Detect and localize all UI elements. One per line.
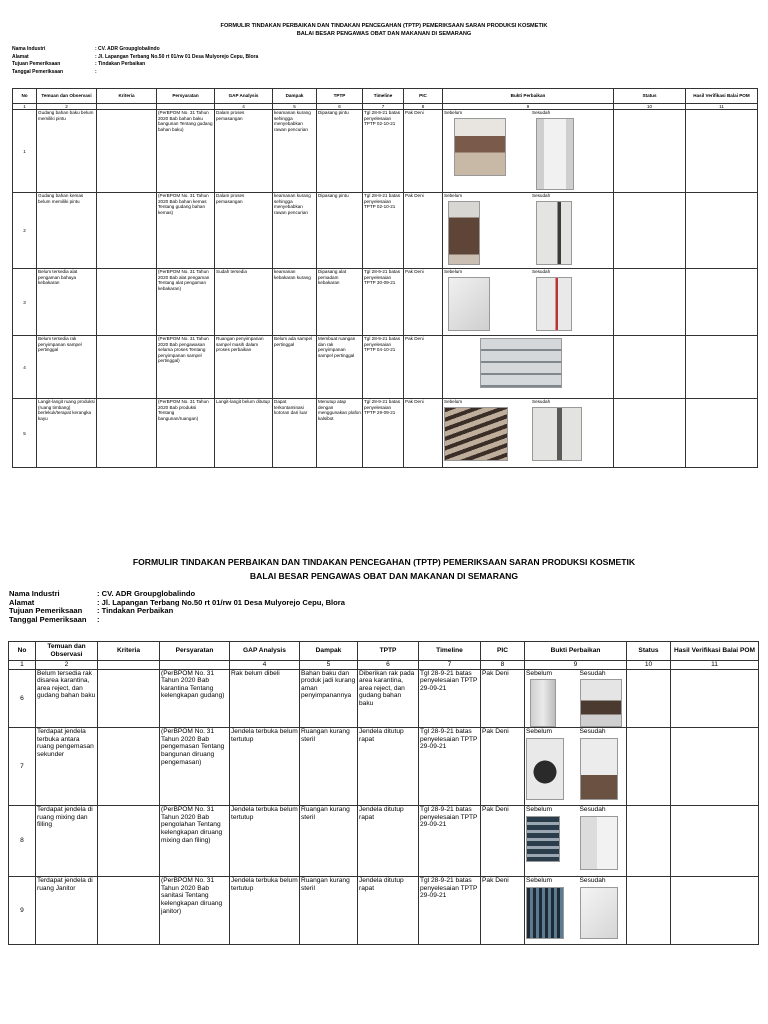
cell-bukti: [525, 669, 627, 728]
info-value: : Tindakan Perbaikan: [95, 61, 146, 67]
cell-timeline: Tgl 28-9-21 batas penyelesaian TPTP 02-10-21: [363, 110, 404, 193]
before-label: Sebelum: [444, 110, 463, 116]
column-number: [98, 661, 160, 670]
header-cell: TPTP: [317, 89, 363, 104]
info-label: Alamat: [12, 53, 29, 60]
before-photo: [526, 887, 564, 939]
cell-pic: Pak Deni: [404, 193, 443, 269]
evidence-before: [444, 399, 524, 460]
cell-persyaratan: (PerBPOM No. 31 Tahun 2020 Bab alat pengaman Tentang alat pengaman kebakaran): [157, 269, 215, 336]
cell-bukti: [443, 399, 614, 468]
cell-persyaratan: (PerBPOM No. 31 Tahun 2020 Bab produksi Tentang bangunan/ruangan): [157, 399, 215, 468]
column-number: 10: [627, 661, 671, 670]
after-photo: [580, 679, 622, 727]
table-row: [9, 877, 759, 945]
cell-kriteria: [97, 399, 157, 468]
after-photo: [580, 887, 618, 939]
after-photo: [532, 407, 582, 461]
table-row: [9, 806, 759, 877]
cell-bukti: [443, 110, 614, 193]
evidence-after: [532, 193, 612, 264]
before-label: Sebelum: [526, 669, 553, 677]
after-photo: [536, 201, 572, 265]
cell-persyaratan: (PerBPOM No. 31 Tahun 2020 Bab pengolahan Tentang kelengkapan diruang mixing dan filing): [160, 806, 230, 877]
before-label: Sebelum: [526, 877, 553, 885]
evidence-after: [532, 269, 612, 330]
header-cell: Hasil Verifikasi Balai POM: [686, 89, 758, 104]
cell-dampak: Ruangan kurang steril: [300, 728, 358, 806]
cell-bukti: [525, 806, 627, 877]
info-row: [12, 54, 258, 62]
title-line-1: FORMULIR TINDAKAN PERBAIKAN DAN TINDAKAN PENCEGAHAN (TPTP) PEMERIKSAAN SARAN PRODUKSI KOSMETIK: [132, 557, 636, 567]
header-cell: Bukti Perbaikan: [443, 89, 614, 104]
cell-hasil: [671, 877, 759, 945]
cell-gap: Dalam proses pemasangan: [215, 193, 273, 269]
cell-dampak: Dapat terkontaminasi kotoran dari luar: [273, 399, 317, 468]
cell-gap: Ruangan penyimpanan sampel masih dalam proses perbaikan: [215, 336, 273, 399]
cell-temuan: Belum tersedia rak penyimpanan sampel pertinggal: [37, 336, 97, 399]
before-label: Sebelum: [444, 269, 463, 275]
column-number: 1: [13, 104, 37, 110]
before-label: Sebelum: [444, 193, 463, 199]
column-number: [160, 661, 230, 670]
title-line-1: FORMULIR TINDAKAN PERBAIKAN DAN TINDAKAN PENCEGAHAN (TPTP) PEMERIKSAAN SARAN PRODUKSI KOSMETIK: [220, 23, 548, 29]
row-number: 4: [13, 336, 37, 399]
before-photo: [530, 679, 556, 727]
before-photo: [454, 118, 506, 176]
column-number: 7: [363, 104, 404, 110]
cell-persyaratan: (PerBPOM No. 31 Tahun 2020 Bab bahan kemas Tentang gudang bahan kemas): [157, 193, 215, 269]
before-label: Sebelum: [444, 399, 463, 405]
after-photo: [580, 816, 618, 870]
before-photo: [448, 277, 490, 331]
info-value: :: [95, 68, 97, 75]
after-label: Sesudah: [579, 669, 606, 677]
cell-timeline: Tgl 28-9-21 batas penyelesaian TPTP 29-09-21: [419, 728, 481, 806]
tptp-table: [12, 88, 758, 468]
cell-status: [614, 110, 686, 193]
cell-timeline: Tgl 28-9-21 batas penyelesaian TPTP 04-10-21: [363, 336, 404, 399]
cell-timeline: Tgl 28-9-21 batas penyelesaian TPTP 29-09-21: [419, 877, 481, 945]
after-label: Sesudah: [579, 806, 606, 814]
header-cell: PIC: [404, 89, 443, 104]
column-number: 11: [686, 104, 758, 110]
cell-kriteria: [97, 193, 157, 269]
row-number: 8: [9, 806, 36, 877]
cell-bukti: [525, 877, 627, 945]
row-number: 6: [9, 669, 36, 728]
cell-bukti: [525, 728, 627, 806]
column-number: 4: [215, 104, 273, 110]
column-number: 9: [525, 661, 627, 670]
before-label: Sebelum: [526, 728, 553, 736]
evidence-pair: [526, 670, 625, 728]
info-block: [12, 46, 258, 76]
cell-temuan: Terdapat jendela di ruang Janitor: [36, 877, 98, 945]
evidence-before: [526, 670, 572, 728]
column-number: 4: [230, 661, 300, 670]
evidence-before: [526, 806, 572, 870]
after-label: Sesudah: [532, 269, 551, 275]
cell-status: [627, 877, 671, 945]
cell-hasil: [671, 669, 759, 728]
column-number: 5: [300, 661, 358, 670]
row-number: 1: [13, 110, 37, 193]
cell-dampak: keamanan kurang sehingga menyebabkan rawan pencurian: [273, 193, 317, 269]
cell-status: [627, 669, 671, 728]
header-cell: Dampak: [273, 89, 317, 104]
form-title: [0, 22, 768, 38]
table-row: [9, 728, 759, 806]
column-number: 5: [273, 104, 317, 110]
form-page-1: [0, 22, 768, 436]
cell-timeline: Tgl 28-9-21 batas penyelesaian TPTP 02-10-21: [363, 193, 404, 269]
evidence-after: [532, 399, 612, 460]
cell-timeline: Tgl 28-9-21 batas penyelesaian TPTP 29-09-21: [363, 399, 404, 468]
info-row: [12, 69, 258, 77]
cell-kriteria: [98, 669, 160, 728]
evidence-after: [580, 877, 626, 939]
cell-dampak: keamanan kurang sehingga menyebabkan rawan pencurian: [273, 110, 317, 193]
cell-kriteria: [97, 110, 157, 193]
before-label: Sebelum: [526, 806, 553, 814]
cell-status: [614, 269, 686, 336]
info-value: : CV. ADR Groupglobalindo: [95, 46, 160, 52]
after-label: Sesudah: [532, 399, 551, 405]
info-row: [9, 616, 345, 625]
form-title: [0, 555, 768, 583]
cell-bukti: [443, 193, 614, 269]
header-cell: Persyaratan: [160, 642, 230, 661]
info-value: :: [97, 614, 100, 624]
cell-hasil: [671, 806, 759, 877]
cell-tptp: Membuat ruangan dan rak penyimpanan sampel pertinggal: [317, 336, 363, 399]
info-block: [9, 590, 345, 624]
after-label: Sesudah: [532, 110, 551, 116]
header-row: [13, 89, 758, 104]
form-page-2: [0, 555, 768, 915]
cell-kriteria: [98, 728, 160, 806]
cell-hasil: [686, 110, 758, 193]
column-number: 10: [614, 104, 686, 110]
evidence-before: [444, 110, 524, 189]
header-cell: Dampak: [300, 642, 358, 661]
cell-kriteria: [98, 806, 160, 877]
header-cell: Persyaratan: [157, 89, 215, 104]
header-cell: Temuan dan Observasi: [36, 642, 98, 661]
cell-hasil: [686, 336, 758, 399]
info-label: Tujuan Pemeriksaan: [9, 606, 83, 616]
cell-tptp: Diberikan rak pada area karantina, area reject, dan gudang bahan baku: [358, 669, 419, 728]
info-value: : Jl. Lapangan Terbang No.50 rt 01/rw 01 Desa Mulyorejo Cepu, Blora: [97, 597, 345, 607]
cell-pic: Pak Deni: [481, 728, 525, 806]
cell-temuan: Belum tersedia rak disarea karantina, area reject, dan gudang bahan baku: [36, 669, 98, 728]
column-number: 8: [404, 104, 443, 110]
cell-dampak: Belum ada sampel pertinggal: [273, 336, 317, 399]
header-cell: Timeline: [363, 89, 404, 104]
info-row: [12, 61, 258, 69]
header-cell: GAP Analysis: [215, 89, 273, 104]
cell-status: [627, 728, 671, 806]
cell-status: [627, 806, 671, 877]
column-number: 2: [37, 104, 97, 110]
header-cell: Kriteria: [98, 642, 160, 661]
cell-pic: Pak Deni: [404, 336, 443, 399]
header-cell: Kriteria: [97, 89, 157, 104]
evidence-before: [444, 269, 524, 330]
cell-gap: Langit-langit belum ditutup: [215, 399, 273, 468]
row-number: 7: [9, 728, 36, 806]
cell-persyaratan: (PerBPOM No. 31 Tahun 2020 Bab sanitasi Tentang kelengkapan diruang janitor): [160, 877, 230, 945]
column-number: 6: [358, 661, 419, 670]
table-row: [13, 399, 758, 468]
info-label: Nama Industri: [12, 46, 46, 52]
cell-temuan: Terdapat jendela terbuka antara ruang pengemasan sekunder: [36, 728, 98, 806]
after-label: Sesudah: [532, 193, 551, 199]
table-row: [9, 669, 759, 728]
cell-temuan: Terdapat jendela di ruang mixing dan filling: [36, 806, 98, 877]
evidence-pair: [444, 399, 612, 460]
before-photo: [448, 201, 480, 265]
info-label: Nama Industri: [9, 589, 60, 598]
cell-tptp: Dipasang pintu: [317, 193, 363, 269]
cell-kriteria: [97, 336, 157, 399]
cell-tptp: Jendela ditutup rapat: [358, 728, 419, 806]
cell-pic: Pak Deni: [404, 110, 443, 193]
evidence-pair: [444, 269, 612, 330]
rack-photo: [480, 338, 562, 388]
after-photo: [536, 277, 572, 331]
tptp-table: [8, 641, 759, 945]
before-photo: [526, 738, 564, 800]
after-label: Sesudah: [579, 877, 606, 885]
evidence-after: [580, 728, 626, 800]
cell-persyaratan: (PerBPOM No. 31 Tahun 2020 Bab pengemasan Tentang bangunan diruang pengemasan): [160, 728, 230, 806]
info-value: : Tindakan Perbaikan: [97, 606, 174, 616]
before-photo: [526, 816, 560, 862]
column-number: 6: [317, 104, 363, 110]
title-line-2: BALAI BESAR PENGAWAS OBAT DAN MAKANAN DI SEMARANG: [296, 31, 472, 37]
cell-pic: Pak Deni: [481, 877, 525, 945]
cell-bukti: [443, 336, 614, 399]
cell-tptp: Jendela ditutup rapat: [358, 806, 419, 877]
cell-pic: Pak Deni: [481, 806, 525, 877]
cell-dampak: Ruangan kurang steril: [300, 877, 358, 945]
row-number: 2: [13, 193, 37, 269]
after-photo: [580, 738, 618, 800]
cell-temuan: Gudang bahan baku belum memiliki pintu: [37, 110, 97, 193]
cell-dampak: keamanan kebakaran kurang: [273, 269, 317, 336]
cell-persyaratan: (PerBPOM No. 31 Tahun 2020 Bab karantina Tentang kelengkapan gudang): [160, 669, 230, 728]
column-number: 1: [9, 661, 36, 670]
info-value: : Jl. Lapangan Terbang No.50 rt 01/rw 01 Desa Mulyorejo Cepu, Blora: [95, 53, 259, 60]
before-photo: [444, 407, 508, 461]
column-number: 9: [443, 104, 614, 110]
cell-hasil: [686, 269, 758, 336]
cell-gap: Jendela terbuka belum tertutup: [230, 877, 300, 945]
cell-hasil: [686, 399, 758, 468]
cell-kriteria: [98, 877, 160, 945]
evidence-pair: [444, 110, 612, 189]
row-number: 3: [13, 269, 37, 336]
evidence-before: [444, 193, 524, 264]
info-label: Tanggal Pemeriksaan: [12, 68, 64, 75]
info-value: : CV. ADR Groupglobalindo: [97, 589, 196, 598]
cell-tptp: Menutup atap dengan menggunakan plafon kalsibot: [317, 399, 363, 468]
info-label: Tujuan Pemeriksaan: [12, 61, 61, 67]
column-number: 11: [671, 661, 759, 670]
column-number: 2: [36, 661, 98, 670]
header-cell: No: [13, 89, 37, 104]
cell-dampak: Ruangan kurang steril: [300, 806, 358, 877]
table-row: [13, 269, 758, 336]
header-cell: GAP Analysis: [230, 642, 300, 661]
cell-gap: Dalam proses pemasangan: [215, 110, 273, 193]
row-number: 5: [13, 399, 37, 468]
cell-persyaratan: (PerBPOM No. 31 Tahun 2020 Bab bahan baku bangunan Tentang gudang bahan baku): [157, 110, 215, 193]
after-label: Sesudah: [579, 728, 606, 736]
info-label: Alamat: [9, 597, 35, 607]
header-row: [9, 642, 759, 661]
column-number: 8: [481, 661, 525, 670]
row-number: 9: [9, 877, 36, 945]
table-row: [13, 193, 758, 269]
evidence-after: [580, 806, 626, 870]
cell-gap: Jendela terbuka belum tertutup: [230, 806, 300, 877]
cell-status: [614, 399, 686, 468]
cell-tptp: Dipasang pintu: [317, 110, 363, 193]
header-cell: PIC: [481, 642, 525, 661]
title-line-2: BALAI BESAR PENGAWAS OBAT DAN MAKANAN DI SEMARANG: [249, 571, 519, 581]
header-cell: TPTP: [358, 642, 419, 661]
cell-temuan: Belum tersedia alat pengaman bahaya kebakaran: [37, 269, 97, 336]
header-cell: Status: [627, 642, 671, 661]
cell-timeline: Tgl 28-9-21 batas penyelesaian TPTP 30-09-21: [363, 269, 404, 336]
cell-status: [614, 193, 686, 269]
cell-status: [614, 336, 686, 399]
evidence-pair: [526, 806, 625, 870]
evidence-pair: [526, 728, 625, 800]
evidence-before: [526, 728, 572, 800]
table-row: [13, 336, 758, 399]
evidence-after: [580, 670, 626, 728]
cell-kriteria: [97, 269, 157, 336]
cell-gap: Jendela terbuka belum tertutup: [230, 728, 300, 806]
cell-timeline: Tgl 28-9-21 batas penyelesaian TPTP 29-09-21: [419, 806, 481, 877]
info-label: Tanggal Pemeriksaan: [9, 614, 87, 624]
cell-gap: Sudah tersedia: [215, 269, 273, 336]
cell-tptp: Dipasang alat pemadam kebakaran: [317, 269, 363, 336]
cell-temuan: Gudang bahan kemas belum memiliki pintu: [37, 193, 97, 269]
cell-pic: Pak Deni: [404, 269, 443, 336]
evidence-before: [526, 877, 572, 939]
evidence-pair: [444, 193, 612, 264]
evidence-pair: [526, 877, 625, 939]
info-row: [12, 46, 258, 54]
column-number-row: [9, 661, 759, 670]
cell-dampak: Bahan baku dan produk jadi kurang aman penyimpanannya: [300, 669, 358, 728]
cell-bukti: [443, 269, 614, 336]
table-row: [13, 110, 758, 193]
header-cell: Timeline: [419, 642, 481, 661]
cell-pic: Pak Deni: [481, 669, 525, 728]
header-cell: Status: [614, 89, 686, 104]
cell-hasil: [686, 193, 758, 269]
cell-pic: Pak Deni: [404, 399, 443, 468]
header-cell: Bukti Perbaikan: [525, 642, 627, 661]
column-number: 7: [419, 661, 481, 670]
evidence-after: [532, 110, 612, 189]
header-cell: Temuan dan Observasi: [37, 89, 97, 104]
after-photo: [536, 118, 574, 190]
cell-persyaratan: (PerBPOM No. 31 Tahun 2020 Bab pengawasan selama proses Tentang penyimpanan sampel pertinggal): [157, 336, 215, 399]
cell-hasil: [671, 728, 759, 806]
header-cell: No: [9, 642, 36, 661]
cell-timeline: Tgl 28-9-21 batas penyelesaian TPTP 29-09-21: [419, 669, 481, 728]
cell-gap: Rak belum dibeli: [230, 669, 300, 728]
cell-temuan: Langit-langit ruang produksi (ruang timbang) berlekuk/terapat kerangka kayu: [37, 399, 97, 468]
cell-tptp: Jendela ditutup rapat: [358, 877, 419, 945]
header-cell: Hasil Verifikasi Balai POM: [671, 642, 759, 661]
